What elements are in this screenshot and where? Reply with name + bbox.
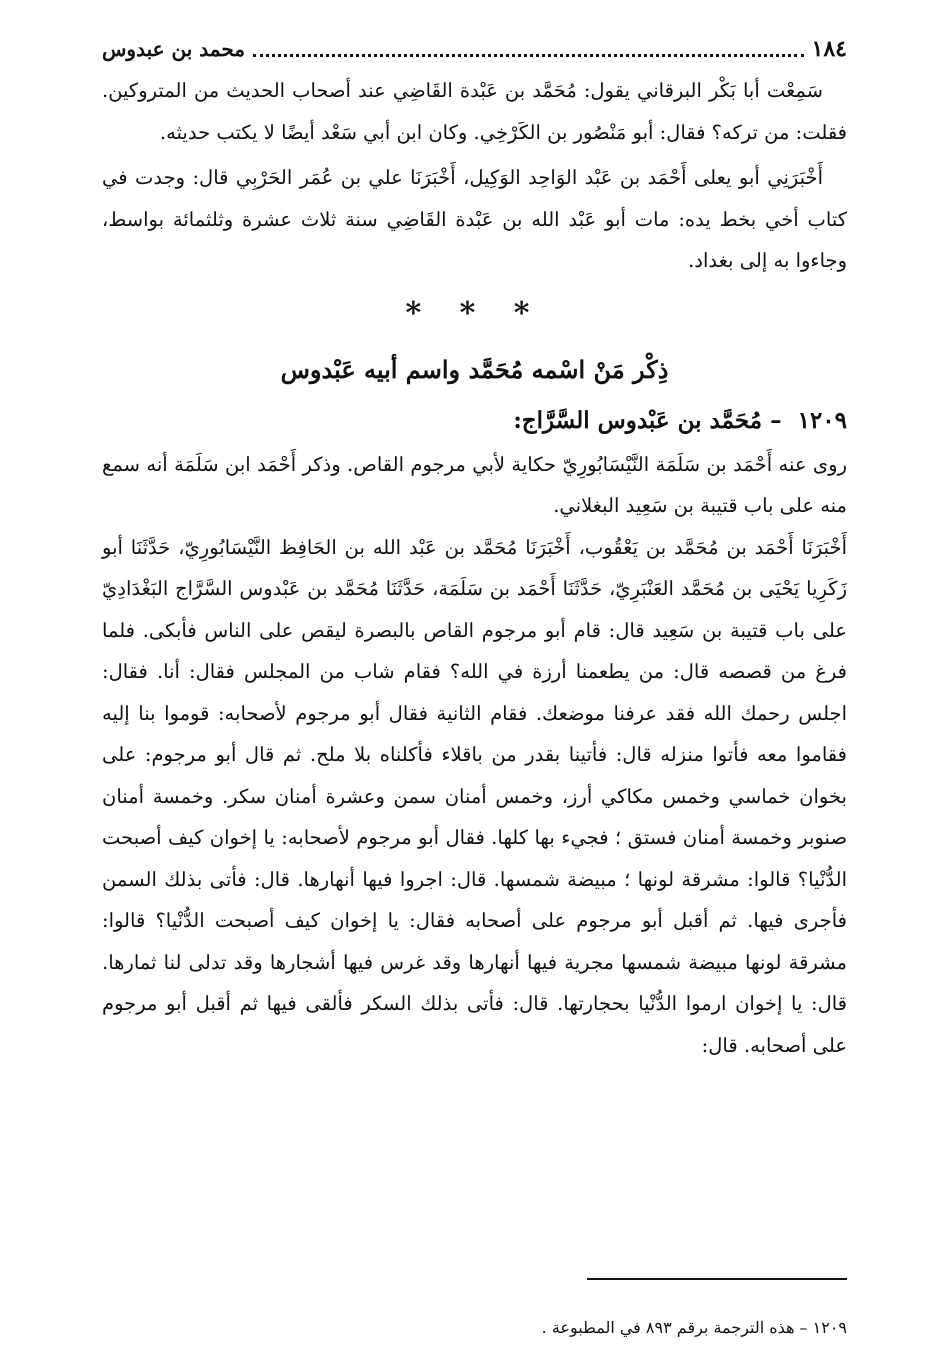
entry-dash: – — [770, 406, 782, 434]
page-number: ١٨٤ — [811, 36, 847, 62]
section-title: ذِكْر مَنْ اسْمه مُحَمَّد واسم أبيه عَبْدوس — [280, 354, 669, 384]
entry-name: مُحَمَّد بن عَبْدوس السَّرَّاج: — [513, 406, 763, 434]
paragraph-1: سَمِعْت أبا بَكْر البرقاني يقول: مُحَمَّد بن عَبْدة القَاضِي عند أصحاب الحديث من المتروكين. فقلت: من تركه؟ فقال: أبو مَنْصُور بن الكَرْخِي. وكان ابن أبي سَعْد أيضًا لا يكتب حديثه. — [102, 79, 847, 144]
footnote: ١٢٠٩ – هذه الترجمة برقم ٨٩٣ في المطبوعة . — [541, 1318, 847, 1337]
paragraph-4: أَخْبَرَنَا أَحْمَد بن مُحَمَّد بن يَعْقُوب، أَخْبَرَنَا مُحَمَّد بن عَبْد الله بن الحَافِظ النَّيْسَابُورِيّ، حَدَّثَنَا أبو زَكَرِيا يَحْيَى بن مُحَمَّد العَنْبَرِيّ، حَدَّثَنَا أَحْمَد بن سَلَمَة، حَدَّثَنَا مُحَمَّد بن عَبْدوس السَّرَّاج البَغْدَادِيّ على باب قتيبة بن سَعِيد قال: قام أبو مرجوم القاص بالبصرة ليقص على الناس فأبكى. فلما فرغ من قصصه قال: من يطعمنا أرزة في الله؟ فقام شاب من المجلس فقال: أنا. فقال: اجلس رحمك الله فقد عرفنا موضعك. فقام الثانية فقال أبو مرجوم لأصحابه: قوموا بنا إليه فقاموا معه فأتوا منزله قال: فأتينا بقدر من باقلاء فأكلناه بلا ملح. ثم قال أبو مرجوم: على بخوان خماسي وخمس مكاكي أرز، وخمس أمنان سمن وعشرة أمنان سكر. وخمسة أمنان صنوبر وخمسة أمنان فستق ؛ فجيء بها كلها. فقال أبو مرجوم لأصحابه: يا إخوان كيف أصبحت الدُّنْيا؟ قالوا: مشرقة لونها ؛ مبيضة شمسها. قال: اجروا فيها أنهارها. قال: فأتى بذلك السمن فأجرى فيها. ثم أقبل أبو مرجوم على أصحابه فقال: يا إخوان كيف أصبحت الدُّنْيا؟ قالوا: مشرقة لونها مبيضة شمسها مجرية فيها أنهارها وقد غرس فيها أشجارها وقد تدلى لنا ثمارها. قال: يا إخوان ارموا الدُّنْيا بحجارتها. قال: فأتى بذلك السكر فألقى فيها ثم أقبل أبو مرجوم على أصحابه. قال: — [102, 535, 847, 1057]
section-separator: * * * — [405, 295, 544, 331]
running-header — [102, 28, 847, 70]
entry-heading — [102, 398, 847, 444]
entry-number: ١٢٠٩ — [797, 406, 847, 434]
footnote-rule — [587, 1278, 847, 1280]
running-title: محمد بن عبدوس — [102, 37, 245, 61]
header-dot-leader — [253, 54, 804, 57]
paragraph-2: أَخْبَرَنِي أبو يعلى أَحْمَد بن عَبْد الوَاحِد الوَكِيل، أَخْبَرَنَا علي بن عُمَر الحَرْبِي قال: وجدت في كتاب أخي بخط يده: مات أبو عَبْد الله بن عَبْدة القَاضِي سنة ثلاث عشرة وثلثمائة بواسط، وجاءوا به إلى بغداد. — [102, 166, 847, 272]
paragraph-3: روى عنه أَحْمَد بن سَلَمَة النَّيْسَابُورِيّ حكاية لأبي مرجوم القاص. وذكر أَحْمَد ابن سَلَمَة أنه سمع منه على باب قتيبة بن سَعِيد البغلاني. — [102, 452, 847, 517]
book-page — [102, 28, 847, 1364]
